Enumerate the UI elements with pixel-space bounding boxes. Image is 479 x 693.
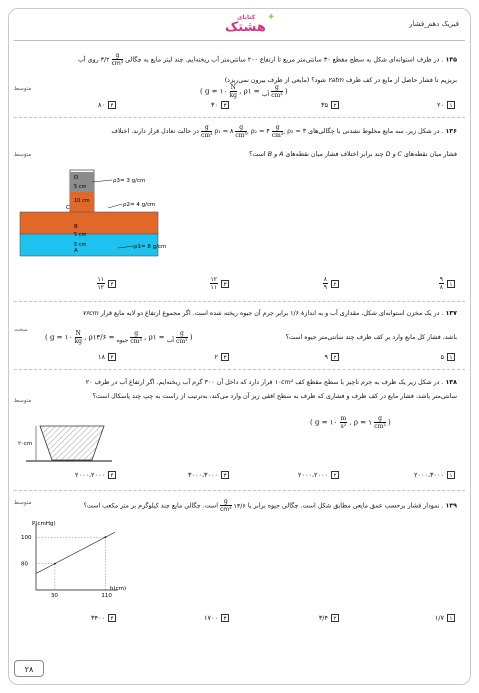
three-liquids-figure [18,168,188,264]
question-text: . نمودار فشار برحسب عمق مایعی مطابق شکل است. چگالی جیوه برابر با [247,502,444,510]
option-value: ۲۰ [437,101,444,109]
option-2[interactable]: ۲۳/۴ [319,614,339,622]
point-a-label: A [74,248,78,254]
option-value: ۳/۴ [318,614,328,622]
question-text2: فشار میان نقطه‌های [403,151,457,158]
option-3[interactable]: ۳۳۰ [211,101,229,109]
option-1[interactable]: ۱۲۰ [437,101,455,109]
y-axis-label: P(cmHg) [32,521,56,527]
option-1[interactable]: ۱۲۰۰۰،۳۰۰۰ [414,471,455,479]
option-4[interactable]: ۴۲۰۰۰،۲۰۰۰ [75,471,116,479]
given-formula: ( g = ۱۰ $\frac{m}{\text{s²}}$ , ρ = ۱ $\frac{g}{\text{cm³}}$ ) [310,415,391,430]
option-1[interactable]: ۱۵ [441,353,456,361]
option-value: ۳۰۰۰،۳۰۰۰ [187,471,218,479]
question-number: ۱۳۹ [445,502,457,510]
option-3[interactable]: ۳۳۰۰۰،۳۰۰۰ [188,471,229,479]
point-d-label: D [74,175,79,181]
given-formula: ( g = ۱۰ $\frac{N}{kg}$ , ρ $_{آب}$ = ۱ $\frac{g}{\text{cm³}}$ ) [200,84,288,99]
question-138: ۱۳۸ . در شکل زیر یک ظرف به جرم ناچیز با سطح مقطع کف ۱۰cm² قرار دارد که داخل آن ۳۰۰ گرم آب ریخته‌ایم. اگر ارتفاع آب در ظرف ۲۰ [85,379,457,386]
page-number: ۲۸ [14,660,44,677]
header-divider [14,40,465,41]
point-b-label: B [74,224,78,230]
question-text-b: در حالت تعادل قرار دارند. اختلاف [111,128,199,135]
separator [14,369,465,370]
x-tick-label: 110 [101,593,112,599]
point-c-label: C [66,205,70,211]
difficulty-label: متوسط [14,152,32,158]
option-value: ۱/۷ [434,614,444,622]
question-text2b: چند برابر اختلاف فشار میان نقطه‌های [285,151,384,158]
option-value: ۳۰ [211,101,218,109]
difficulty-label: سخت [14,327,28,333]
question-139: ۱۳۹ . نمودار فشار برحسب عمق مایعی مطابق شکل است. چگالی جیوه برابر با ۱۳/۶ $\frac{g}{\text{cm³}}$ است. چگالی مایع چند کیلوگرم بر متر مکعب است؟ [83,498,457,513]
height-label: ۲۰cm [18,441,33,447]
question-text2: بریزیم تا فشار حاصل از مایع در کف ظرف [345,77,457,84]
option-4[interactable]: ۴۸۰ [98,101,116,109]
option-value: ۱۷۰۰ [204,614,218,622]
question-136: ۱۳۶ . در شکل زیر، سه مایع مخلوط نشدنی با چگالی‌های ρ₁ = ۸ $\frac{g}{\text{cm³}}$ , ρ₂ = ۴ $\frac{g}{\text{cm³}}$ , ρ₃ = ۳ $\frac{g}{\text{cm³}}$ در حالت تعادل قرار دارند. اختلاف [111,124,457,139]
option-4[interactable]: ۴۳۴۰۰ [91,614,116,622]
question-135-line2: بریزیم تا فشار حاصل از مایع در کف ظرف ۲atm شود؟ (مایعی از ظرف بیرون نمی‌ریزد) [224,77,457,84]
logo-star-icon: ✦ [267,12,276,23]
trapezoid-container-figure [16,420,116,470]
option-2[interactable]: ۲۹ [325,353,340,361]
option-2[interactable]: ۲۲۰۰۰،۲۰۰۰ [298,471,339,479]
dim-label: 5 cm [74,184,87,190]
x-tick-label: 30 [50,593,58,599]
option-3[interactable]: ۳۲ [215,353,230,361]
question-text2b: شود؟ (مایعی از ظرف بیرون نمی‌ریزد) [224,77,326,84]
option-value: ۳۵ [321,101,328,109]
difficulty-label: متوسط [14,398,32,404]
container-body [40,426,104,460]
question-137: ۱۳۷ . در یک مخزن استوانه‌ای شکل، مقداری آب و به اندازهٔ ۱/۶ برابر جرم آن جیوه ریخته شده است. اگر مجموع ارتفاع دو لایه مایع قرار ۷۶cm [82,310,457,317]
option-value: ۹ [324,353,328,361]
separator [14,490,465,491]
question-text: . در ظرف استوانه‌ای شکل به سطح مقطع ۳۰ سانتی‌متر مربع تا ارتفاع ۲۰۰ سانتی‌متر آب ریخته‌ایم. چند لیتر مایع به چگالی [125,56,444,64]
logo-main-text: هشتک [225,20,266,35]
option-1[interactable]: ۱ $\frac{۹}{۸}$ [439,276,455,291]
question-text: . در شکل زیر یک ظرف به جرم ناچیز با سطح مقطع کف [295,379,444,386]
pressure-depth-chart [18,518,128,600]
data-point [54,563,56,565]
dim-label: 10 cm [74,198,90,204]
question-138-line2 [17,392,457,402]
question-number: ۱۳۶ [445,128,457,135]
option-value: ۲ [214,353,218,361]
question-text2c: است؟ [249,151,266,158]
option-1[interactable]: ۱۱/۷ [435,614,455,622]
book-title: فیزیک دهم_فشار [409,20,459,28]
rho3-label: ρ3= 3 g/cm [113,178,146,184]
data-point [104,536,106,538]
question-text: . در یک مخزن استوانه‌ای شکل، مقداری آب و به اندازهٔ ۱/۶ برابر جرم آن جیوه ریخته شده است. اگر مجموع ارتفاع دو لایه مایع قرار [100,310,444,317]
dim-label: 5 cm [74,242,87,248]
rho2-label: ρ2= 4 g/cm [123,202,156,208]
question-text2: سانتی‌متر باشد، فشار مایع در کف ظرف و فشاری که ظرف به سطح افقی زیر آن وارد می‌کند، به‌ترتیب از راست به چپ چند پاسکال است؟ [92,393,457,400]
density-fraction: $\frac{g}{\text{cm³}}$ [111,52,124,67]
question-text: . در شکل زیر، سه مایع مخلوط نشدنی با چگالی‌های [308,128,444,135]
option-value: ۸۰ [98,101,105,109]
option-value: ۲۰۰۰،۲۰۰۰ [297,471,328,479]
question-135: ۱۳۵ . در ظرف استوانه‌ای شکل به سطح مقطع ۳۰ سانتی‌متر مربع تا ارتفاع ۲۰۰ سانتی‌متر آب ریخته‌ایم. چند لیتر مایع به چگالی $\frac{g}{\text{cm³}}$ ۳/۲ روی آب [77,52,457,67]
option-2[interactable]: ۲۳۵ [321,101,339,109]
option-3[interactable]: ۳۱۷۰۰ [204,614,229,622]
y-tick-label: 100 [21,535,32,542]
option-value: ۱۸ [98,353,105,361]
question-text-b: قرار دارد که داخل آن ۳۰۰ گرم آب ریخته‌ایم. اگر ارتفاع آب در ظرف ۲۰ [85,379,273,386]
logo-top-text: کتابای [237,14,256,21]
dim-label: 5 cm [74,232,87,238]
option-value: ۲۰۰۰،۳۰۰۰ [413,471,444,479]
question-number: ۱۳۷ [445,310,457,317]
question-number: ۱۳۸ [445,379,457,386]
option-value: ۵ [440,353,444,361]
given-formula: ( g = ۱۰ $\frac{N}{kg}$ , ρ $_{جیوه}$ = ۱۳/۶ $\frac{g}{\text{cm³}}$ , ρ $_{آب}$ = ۱ $\frac{g}{\text{cm³}}$ ) [45,330,193,345]
brand-logo [219,14,279,38]
option-4[interactable]: ۴۱۸ [98,353,116,361]
x-axis-label: h(cm) [110,586,127,592]
option-3[interactable]: ۳ $\frac{۱۲}{۱۱}$ [210,276,229,291]
question-text-cont: روی آب [77,56,99,64]
question-136-line2: فشار میان نقطه‌های C و D چند برابر اختلاف فشار میان نقطه‌های A و B است؟ [249,151,457,158]
liquid-rho2 [20,212,158,234]
difficulty-label: متوسط [14,500,32,506]
separator [14,301,465,302]
option-value: ۳۴۰۰ [91,614,105,622]
difficulty-label: متوسط [14,86,32,92]
y-tick-label: 80 [21,561,28,568]
question-number: ۱۳۵ [445,56,457,64]
question-text-b: باشد، فشار کل مایع وارد بر کف ظرف چند سانتی‌متر جیوه است؟ [285,334,457,341]
rho1-label: ρ1= 8 g/cm [134,244,167,250]
separator [14,117,465,118]
page-header [14,14,465,40]
option-2[interactable]: ۲ $\frac{۸}{۹}$ [323,276,339,291]
question-text-b: است. چگالی مایع چند کیلوگرم بر متر مکعب است؟ [83,502,218,510]
option-4[interactable]: ۴ $\frac{۱۱}{۱۲}$ [97,276,116,291]
option-value: ۲۰۰۰،۲۰۰۰ [74,471,105,479]
series-line [36,532,115,573]
